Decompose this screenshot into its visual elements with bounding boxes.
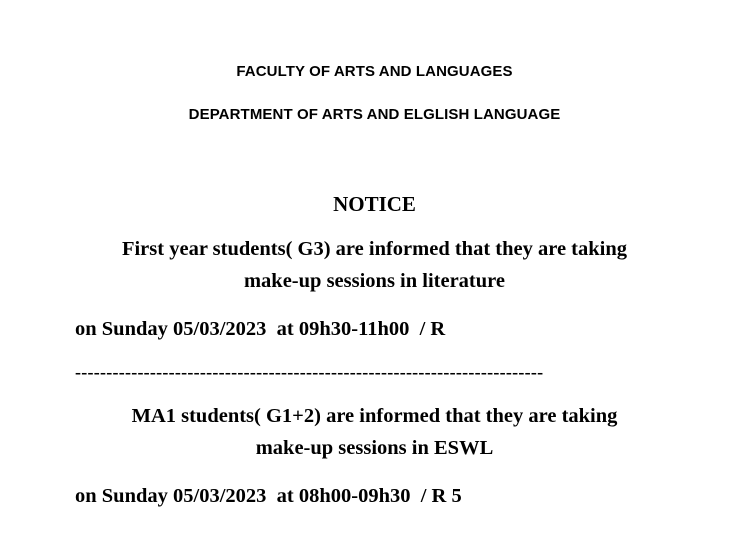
- notice-block1-line2: make-up sessions in literature: [243, 270, 505, 292]
- department-heading: DEPARTMENT OF ARTS AND ELGLISH LANGUAGE: [188, 106, 561, 123]
- faculty-heading: FACULTY OF ARTS AND LANGUAGES: [236, 63, 513, 80]
- notice-block2-line2: make-up sessions in ESWL: [255, 437, 494, 459]
- notice-block2-line1: MA1 students( G1+2) are informed that they are taking: [131, 405, 618, 427]
- notice-block1-date: on Sunday 05/03/2023 at 09h30-11h00 / R: [75, 318, 446, 340]
- notice-title: NOTICE: [333, 192, 416, 216]
- dashed-divider: ---------------------------------------------------------------------------: [75, 362, 544, 382]
- notice-block2-date: on Sunday 05/03/2023 at 08h00-09h30 / R 5: [75, 485, 462, 507]
- notice-block1-line1: First year students( G3) are informed that they are taking: [121, 238, 628, 260]
